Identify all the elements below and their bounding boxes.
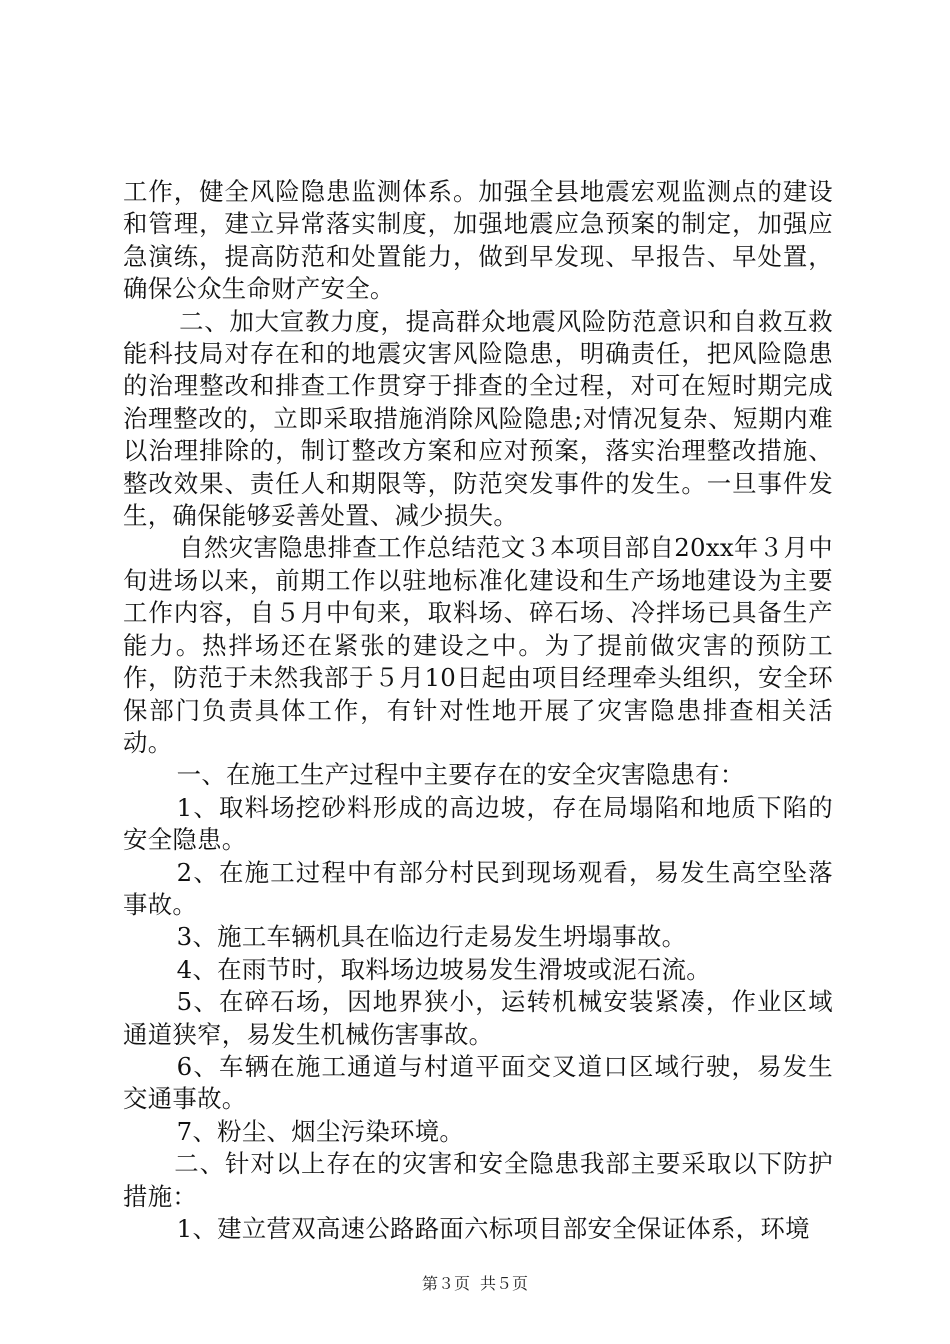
heading-measures: 二、针对以上存在的灾害和安全隐患我部主要采取以下防护措施： xyxy=(123,1149,833,1211)
paragraph-publicity-education: 二、加大宣教力度，提高群众地震风险防范意识和自救互救能科技局对存在和的地震灾害风险隐患，明确责任，把风险隐患的治理整改和排查工作贯穿于排查的全过程，对可在短时期完成治理整改的，立即采取措施消除风险隐患;对情况复杂、短期内难以治理排除的，制订整改方案和应对预案，落实治理整改措施、整改效果、责任人和期限等，防范突发事件的发生。一旦事件发生，确保能够妥善处置、减少损失。 xyxy=(123,306,833,531)
list-item-hazard-4: 4、在雨节时，取料场边坡易发生滑坡或泥石流。 xyxy=(176,954,711,984)
paragraph-earthquake-monitoring: 工作，健全风险隐患监测体系。加强全县地震宏观监测点的建设和管理，建立异常落实制度，加强地震应急预案的制定，加强应急演练，提高防范和处置能力，做到早发现、早报告、早处置，确保公众生命财产安全。 xyxy=(123,177,833,304)
paragraph-summary-sample-3: 自然灾害隐患排查工作总结范文３本项目部自20xx年３月中旬进场以来，前期工作以驻地标准化建设和生产场地建设为主要工作内容，自５月中旬来，取料场、碎石场、冷拌场已具备生产能力。热拌场还在紧张的建设之中。为了提前做灾害的预防工作，防范于未然我部于５月10日起由项目经理牵头组织，安全环保部门负责具体工作，有针对性地开展了灾害隐患排查相关活动。 xyxy=(123,533,833,757)
list-item-hazard-2: 2、在施工过程中有部分村民到现场观看，易发生高空坠落事故。 xyxy=(123,857,833,919)
heading-hazards: 一、在施工生产过程中主要存在的安全灾害隐患有： xyxy=(176,760,745,790)
list-item-hazard-1: 1、取料场挖砂料形成的高边坡，存在局塌陷和地质下陷的安全隐患。 xyxy=(123,792,833,855)
page-number: 第３页 xyxy=(421,1274,470,1293)
list-item-hazard-7: 7、粉尘、烟尘污染环境。 xyxy=(176,1116,465,1146)
list-item-hazard-3: 3、施工车辆机具在临边行走易发生坍塌事故。 xyxy=(176,922,687,952)
page-footer xyxy=(0,1274,950,1294)
list-item-measure-1: 1、建立营双高速公路路面六标项目部安全保证体系，环境 xyxy=(176,1214,810,1243)
list-item-hazard-6: 6、车辆在施工通道与村道平面交叉道口区域行驶，易发生交通事故。 xyxy=(123,1051,833,1114)
page-total: 共５页 xyxy=(480,1274,529,1293)
list-item-hazard-5: 5、在碎石场，因地界狭小，运转机械安装紧凑，作业区域通道狭窄，易发生机械伤害事故。 xyxy=(123,987,833,1049)
document-body xyxy=(123,176,833,1245)
